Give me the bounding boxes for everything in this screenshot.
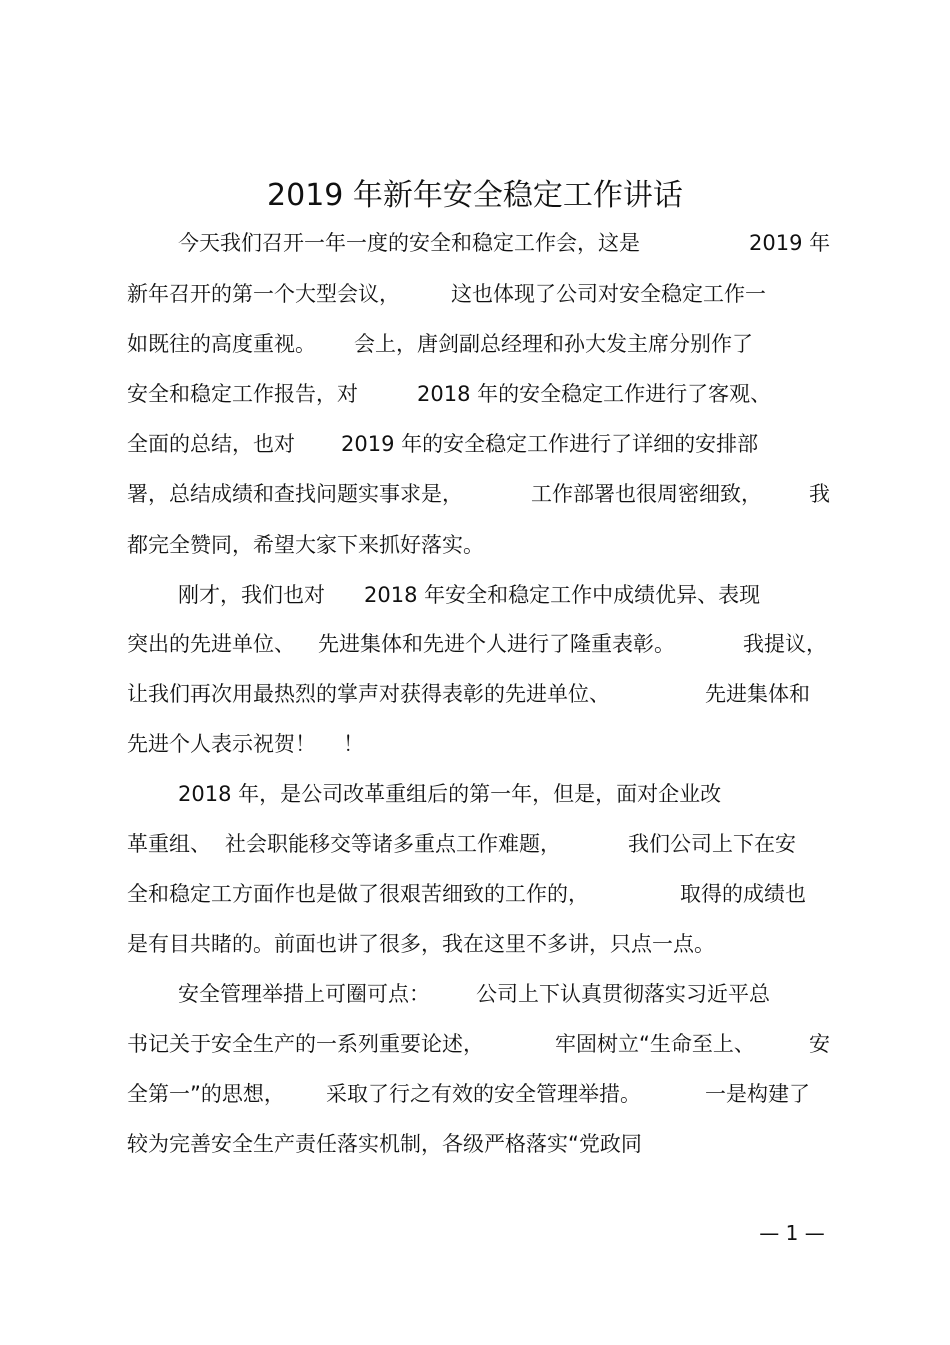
text-segment: 刚才，我们也对 bbox=[178, 583, 325, 607]
text-segment: 牢固树立“生命至上、 bbox=[555, 1032, 755, 1056]
text-segment: 今天我们召开一年一度的安全和稳定工作会，这是 bbox=[178, 231, 640, 255]
text-segment: 这也体现了公司对安全稳定工作一 bbox=[451, 282, 766, 306]
page-number: — 1 — bbox=[759, 1221, 825, 1245]
text-segment: 我 bbox=[809, 482, 830, 506]
text-segment: 安 bbox=[809, 1032, 830, 1056]
text-segment: 突出的先进单位、 bbox=[127, 632, 295, 656]
text-segment: 全面的总结，也对 bbox=[127, 432, 295, 456]
text-segment: 先进集体和 bbox=[705, 682, 810, 706]
text-segment: 先进集体和先进个人进行了隆重表彰。 bbox=[318, 632, 675, 656]
text-segment: 我们公司上下在安 bbox=[628, 832, 796, 856]
text-segment: 取得的成绩也 bbox=[680, 882, 806, 906]
text-segment: 书记关于安全生产的一系列重要论述， bbox=[127, 1032, 484, 1056]
text-segment: 一是构建了 bbox=[705, 1082, 810, 1106]
text-segment: 先进个人表示祝贺！ bbox=[127, 732, 316, 756]
text-segment: 全和稳定工方面作也是做了很艰苦细致的工作的， bbox=[127, 882, 589, 906]
text-segment: 工作部署也很周密细致， bbox=[531, 482, 762, 506]
text-segment: 署，总结成绩和查找问题实事求是， bbox=[127, 482, 463, 506]
text-segment: 我提议， bbox=[743, 632, 827, 656]
text-segment: 公司上下认真贯彻落实习近平总 bbox=[476, 982, 770, 1006]
text-segment: 2018 年，是公司改革重组后的第一年，但是，面对企业改 bbox=[178, 782, 722, 806]
text-segment: 较为完善安全生产责任落实机制，各级严格落实“党政同 bbox=[127, 1132, 642, 1156]
text-segment: 全第一”的思想， bbox=[127, 1082, 285, 1106]
text-segment: 安全管理举措上可圈可点： bbox=[178, 982, 430, 1006]
text-segment: 让我们再次用最热烈的掌声对获得表彰的先进单位、 bbox=[127, 682, 610, 706]
text-segment: 采取了行之有效的安全管理举措。 bbox=[326, 1082, 641, 1106]
text-segment: 2018 年安全和稳定工作中成绩优异、表现 bbox=[364, 583, 761, 607]
text-segment: 革重组、 bbox=[127, 832, 211, 856]
document-title: 2019 年新年安全稳定工作讲话 bbox=[267, 178, 683, 213]
text-segment: 2019 年的安全稳定工作进行了详细的安排部 bbox=[341, 432, 759, 456]
text-segment: 安全和稳定工作报告，对 bbox=[127, 382, 358, 406]
text-segment: 2019 年 bbox=[749, 231, 831, 255]
text-segment: 都完全赞同，希望大家下来抓好落实。 bbox=[127, 533, 484, 557]
text-segment: 如既往的高度重视。 bbox=[127, 332, 316, 356]
text-segment: 是有目共睹的。前面也讲了很多，我在这里不多讲，只点一点。 bbox=[127, 932, 715, 956]
text-segment: 新年召开的第一个大型会议， bbox=[127, 282, 400, 306]
text-segment: 社会职能移交等诸多重点工作难题， bbox=[225, 832, 561, 856]
text-segment: 会上，唐剑副总经理和孙大发主席分别作了 bbox=[354, 332, 753, 356]
text-segment: 2018 年的安全稳定工作进行了客观、 bbox=[417, 382, 772, 406]
text-segment: ！ bbox=[343, 732, 364, 756]
